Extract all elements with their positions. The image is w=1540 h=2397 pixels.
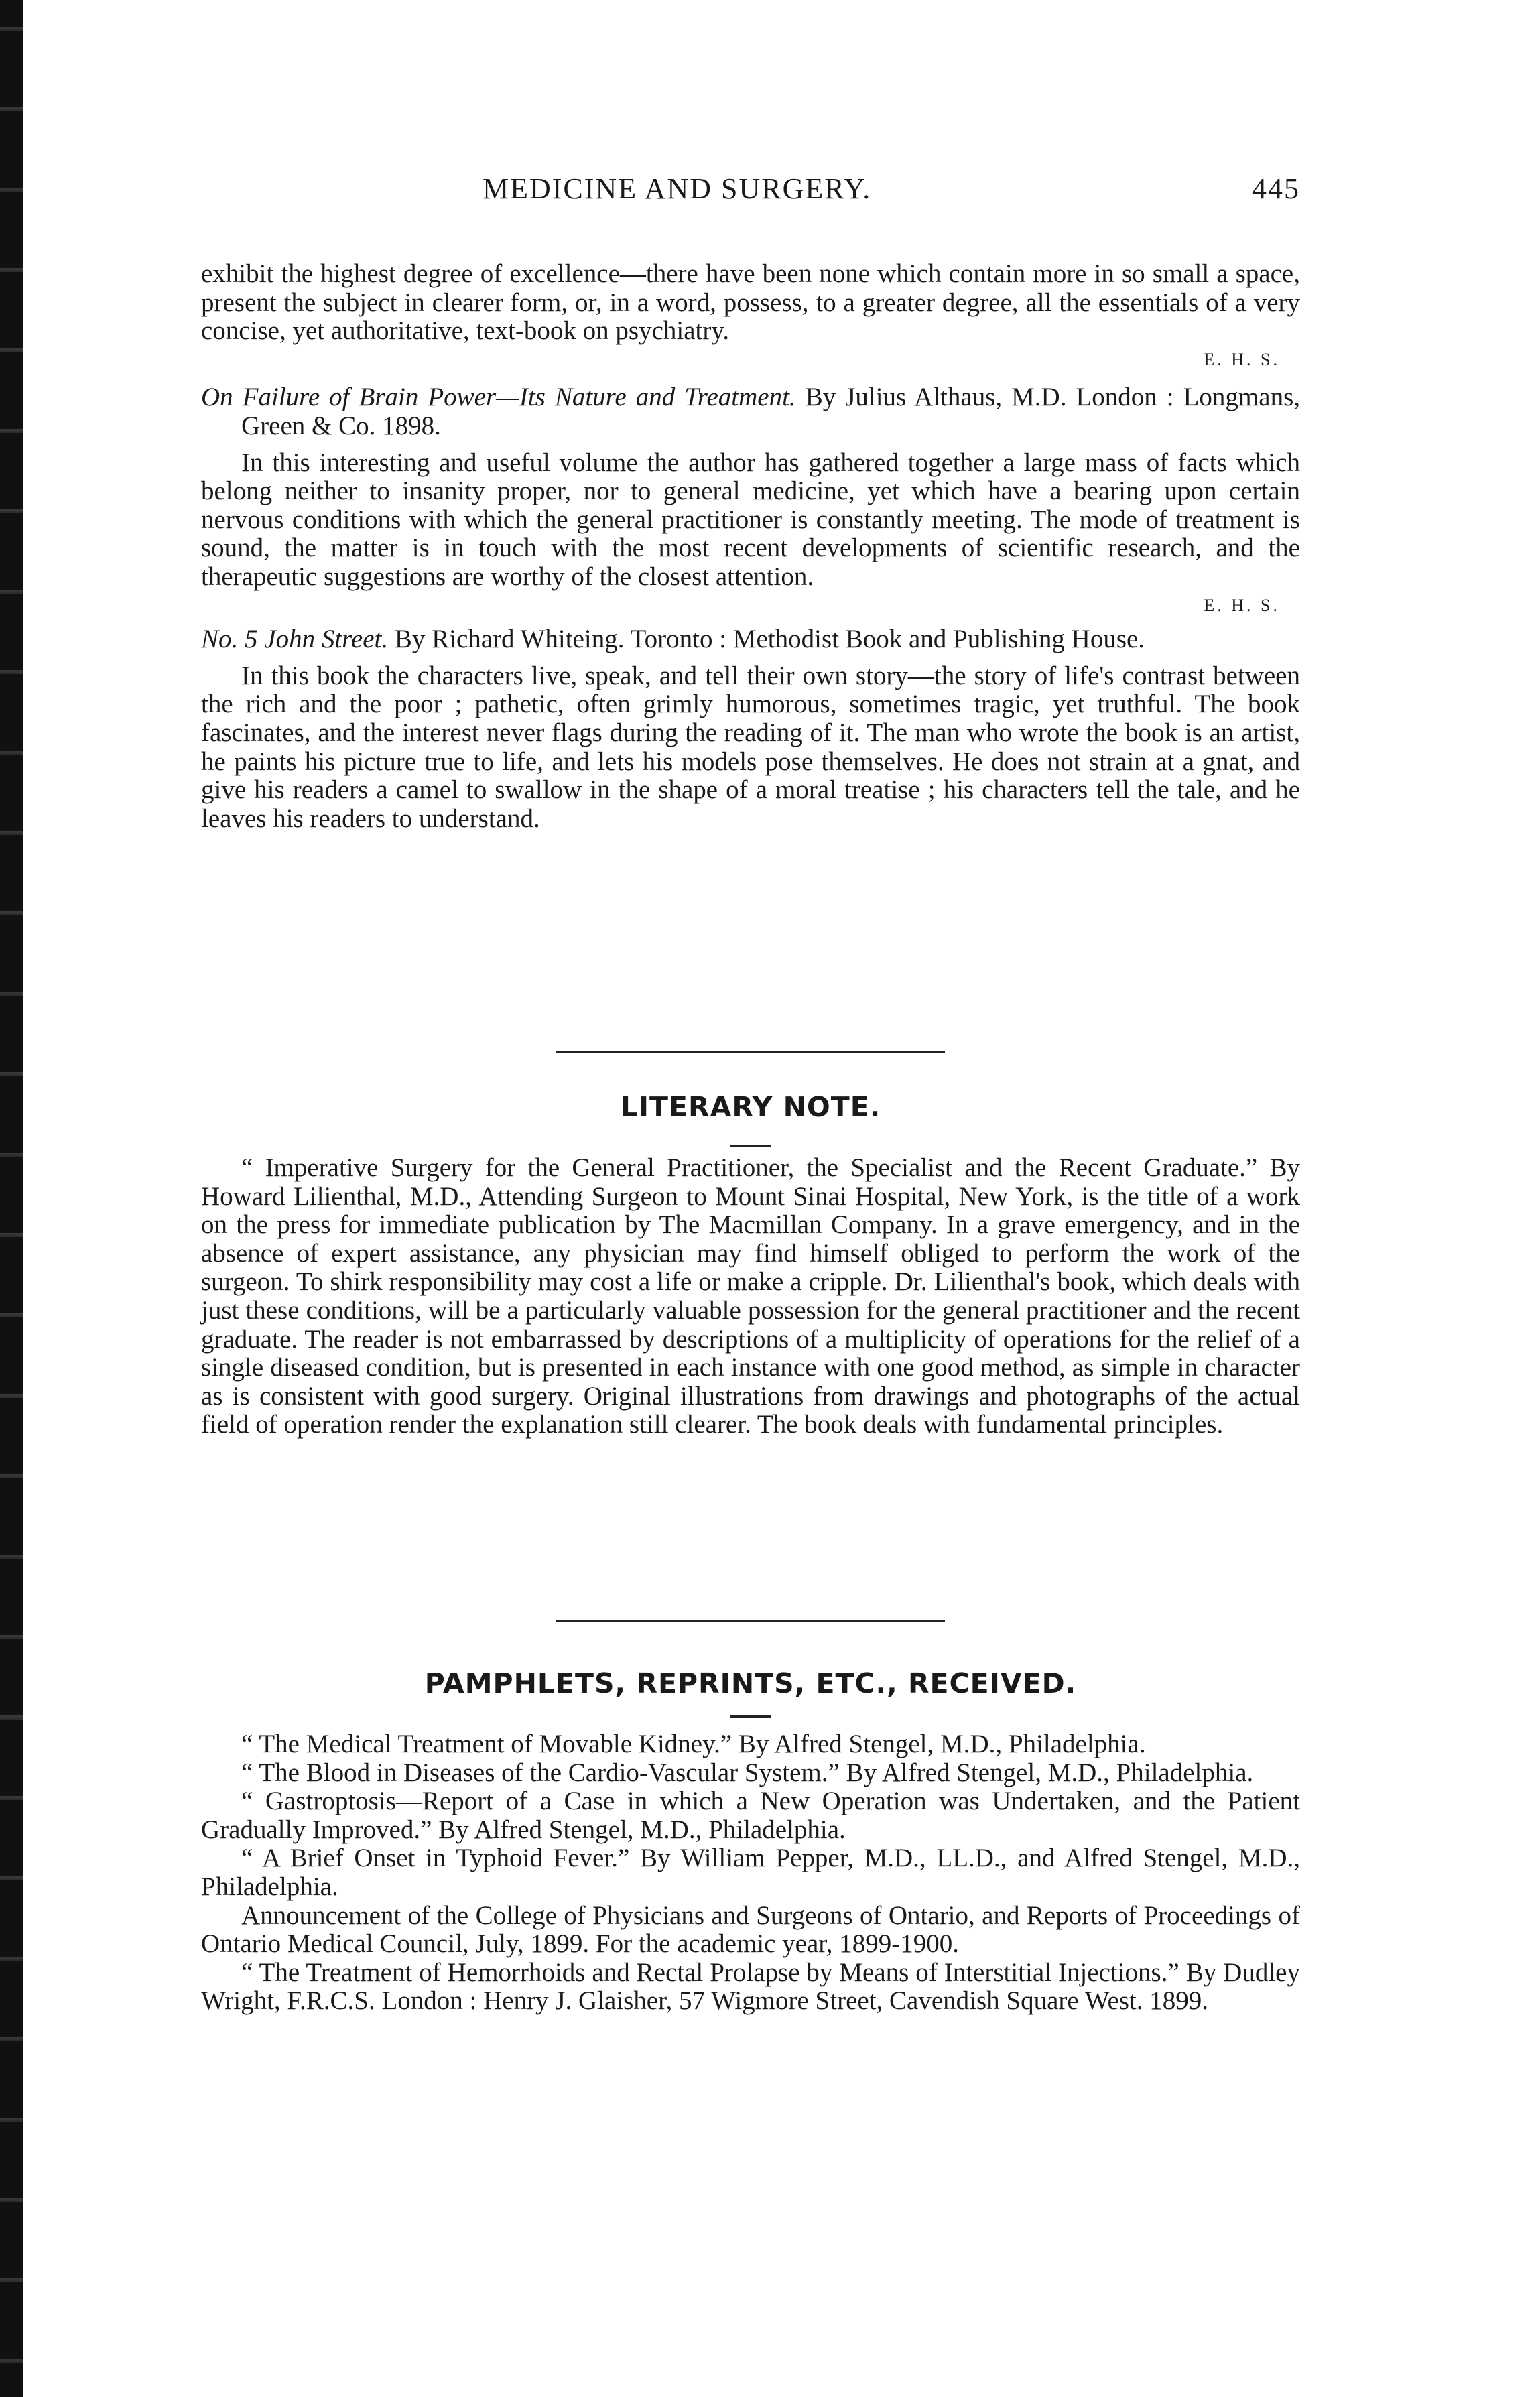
heading-underline bbox=[730, 1145, 771, 1147]
literary-note-heading: LITERARY NOTE. bbox=[620, 1091, 881, 1123]
review-psychiatry-initials: E. H. S. bbox=[1204, 349, 1280, 369]
list-item: “ A Brief Onset in Typhoid Fever.” By William Pepper, M.D., LL.D., and Alfred Stengel, M.D., Philadelphia. bbox=[201, 1843, 1300, 1901]
review-john-street-citation bbox=[201, 625, 1300, 654]
literary-note-section bbox=[201, 1154, 1300, 1439]
review-john-street-text: In this book the characters live, speak, and tell their own story—the story of life's contrast between the rich and the poor ; pathetic, often grimly humorous, sometimes tragic, yet truthful. The book fascinates, and the interest never flags during the reading of it. The man who wrote the book is an artist, he paints his picture true to life, and lets his models pose themselves. He does not strain at a gnat, and give his readers a camel to swallow in the shape of a moral treatise ; his characters tell the tale, and he leaves his readers to understand. bbox=[201, 661, 1300, 833]
list-item: “ The Treatment of Hemorrhoids and Rectal Prolapse by Means of Interstitial Injections.” By Dudley Wright, F.R.C.S. London : Henry J. Glaisher, 57 Wigmore Street, Cavendish Square West. 1899. bbox=[201, 1957, 1300, 2016]
list-item: “ The Medical Treatment of Movable Kidney.” By Alfred Stengel, M.D., Philadelphia. bbox=[241, 1730, 1146, 1758]
heading-underline bbox=[730, 1715, 771, 1718]
review-brain-power-citation bbox=[201, 383, 1300, 440]
section-divider bbox=[556, 1620, 945, 1622]
list-item: “ Gastroptosis—Report of a Case in which a New Operation was Undertaken, and the Patient Gradually Improved.” By Alfred Stengel, M.D., Philadelphia. bbox=[201, 1787, 1300, 1844]
review-john-street-title: No. 5 John Street. bbox=[201, 625, 389, 654]
section-divider bbox=[556, 1051, 945, 1053]
list-item: “ The Blood in Diseases of the Cardio-Vascular System.” By Alfred Stengel, M.D., Philadelphia. bbox=[241, 1758, 1254, 1787]
pamphlets-heading: PAMPHLETS, REPRINTS, ETC., RECEIVED. bbox=[424, 1667, 1077, 1699]
list-item: Announcement of the College of Physicians and Surgeons of Ontario, and Reports of Proceedings of Ontario Medical Council, July, 1899. For the academic year, 1899-1900. bbox=[201, 1900, 1300, 1959]
review-brain-power-title: On Failure of Brain Power—Its Nature and Treatment. bbox=[201, 383, 796, 412]
review-psychiatry-text: exhibit the highest degree of excellence—there have been none which contain more in so small a space, present the subject in clearer form, or, in a word, possess, to a greater degree, all the essentials of a very concise, yet authoritative, text-book on psychiatry. bbox=[201, 259, 1300, 346]
page-number: 445 bbox=[1252, 172, 1300, 205]
literary-note-text: “ Imperative Surgery for the General Practitioner, the Specialist and the Recent Graduate.” By Howard Lilienthal, M.D., Attending Surgeon to Mount Sinai Hospital, New York, is the title of a work on the press for immediate publication by The Macmillan Company. In a grave emergency, and in the absence of expert assistance, any physician may find himself obliged to perform the work of the surgeon. To shirk responsibility may cost a life or make a cripple. Dr. Lilienthal's book, which deals with just these conditions, will be a particularly valuable possession for the general practitioner and the recent graduate. The reader is not embarrassed by descriptions of a multiplicity of operations for the relief of a single diseased condition, but is presented in each instance with one good method, as simple in character as is consistent with good surgery. Original illustrations from drawings and photographs of the actual field of operation render the explanation still clearer. The book deals with fundamental principles. bbox=[201, 1153, 1300, 1439]
running-head-title: MEDICINE AND SURGERY. bbox=[483, 172, 872, 205]
review-brain-power-initials: E. H. S. bbox=[1204, 595, 1280, 615]
pamphlets-list bbox=[201, 1730, 1300, 2016]
review-john-street-byline: By Richard Whiteing. Toronto : Methodist Book and Publishing House. bbox=[394, 625, 1145, 654]
review-brain-power-text: In this interesting and useful volume the author has gathered together a large mass of facts which belong neither to insanity proper, nor to general medicine, yet which have a bearing upon certain nervous conditions with which the general practitioner is constantly meeting. The mode of treatment is sound, the matter is in touch with the most recent developments of scientific research, and the therapeutic suggestions are worthy of the closest attention. bbox=[201, 448, 1300, 591]
book-binding-edge bbox=[0, 0, 23, 2397]
review-brain-power-byline: By Julius Althaus, M.D. London : Longmans, Green & Co. 1898. bbox=[241, 383, 1301, 440]
review-section bbox=[201, 260, 1300, 833]
